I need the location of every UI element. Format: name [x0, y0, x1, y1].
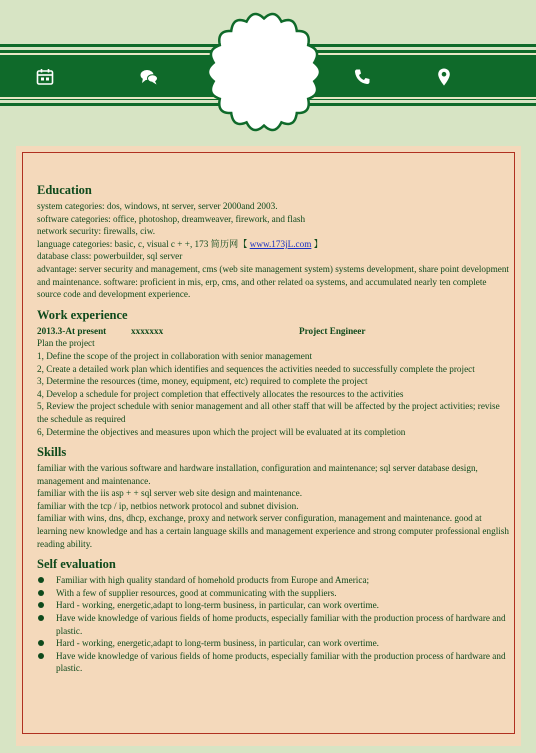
skills-line: familiar with the various software and hardware installation, configuration and maintenance; sql server database design, management and maintenance. — [37, 463, 478, 486]
job-date: 2013.3-At present — [37, 325, 107, 336]
education-line: software categories: office, photoshop, dreamweaver, firework, and flash — [37, 213, 306, 224]
skills-heading: Skills — [37, 445, 67, 460]
education-heading: Education — [37, 183, 92, 197]
education-section — [37, 183, 509, 301]
job-company: xxxxxxx — [131, 325, 164, 336]
job-position: Project Engineer — [299, 325, 366, 336]
education-line: database class: powerbuilder, sql server — [37, 251, 183, 262]
work-heading: Work experience — [37, 307, 128, 322]
work-line: 2, Create a detailed work plan which identifies and sequences the activities needed to successfully complete the project — [37, 363, 475, 374]
chat-icon — [138, 66, 160, 88]
list-item: With a few of supplier resources, good at communicating with the suppliers. — [37, 587, 509, 600]
work-line: 4, Develop a schedule for project completion that effectively allocates the resources to the activities — [37, 388, 404, 399]
language-suffix: 】 — [311, 238, 323, 249]
self-evaluation-list — [37, 574, 509, 675]
list-item: Have wide knowledge of various fields of home products, especially familiar with the production process of hardware and plastic. — [37, 650, 509, 675]
education-line-language — [37, 238, 509, 251]
skills-line: familiar with wins, dns, dhcp, exchange, proxy and network server configuration, management and maintenance. good at learning new knowledge and has a certain language skills and management experience and strong computer professional english reading ability. — [37, 513, 509, 549]
self-evaluation-section — [37, 557, 509, 675]
language-prefix: language categories: basic, c, visual c + +, 173 简历网【 — [37, 238, 250, 249]
work-line: Plan the project — [37, 338, 95, 349]
list-item: Familiar with high quality standard of homehold products from Europe and America; — [37, 574, 509, 587]
calendar-icon — [34, 66, 56, 88]
photo-badge — [205, 10, 323, 134]
skills-section — [37, 445, 509, 550]
list-item: Hard - working, energetic,adapt to long-term business, in particular, can work overtime. — [37, 599, 509, 612]
education-line: network security: firewalls, ciw. — [37, 226, 156, 237]
education-line: advantage: server security and management, cms (web site management system) systems development, share point development and maintenance. software: proficient in mis, erp, cms, and other related oa systems, and accumulated nearly ten complete source code and development experience. — [37, 263, 509, 300]
work-section — [37, 308, 509, 438]
work-line: 6, Determine the objectives and measures upon which the project will be evaluated at its completion — [37, 426, 406, 437]
list-item: Have wide knowledge of various fields of home products, especially familiar with the production process of hardware and plastic. — [37, 612, 509, 637]
work-line: 1, Define the scope of the project in collaboration with senior management — [37, 350, 313, 361]
list-item: Hard - working, energetic,adapt to long-term business, in particular, can work overtime. — [37, 637, 509, 650]
resume-content — [37, 183, 509, 682]
education-line: system categories: dos, windows, nt server, server 2000and 2003. — [37, 201, 278, 211]
self-evaluation-heading: Self evaluation — [37, 557, 116, 572]
work-line: 3, Determine the resources (time, money, equipment, etc) required to complete the project — [37, 376, 368, 387]
job-header — [37, 325, 509, 338]
skills-line: familiar with the iis asp + + sql server web site design and maintenance. — [37, 488, 302, 499]
skills-line: familiar with the tcp / ip, netbios network protocol and subnet division. — [37, 500, 299, 511]
phone-icon — [351, 66, 373, 88]
website-link[interactable]: www.173jL.com — [249, 238, 312, 249]
location-pin-icon — [433, 66, 455, 88]
work-line: 5, Review the project schedule with senior management and all other staff that will be affected by the project activities; revise the schedule as required — [37, 401, 500, 424]
